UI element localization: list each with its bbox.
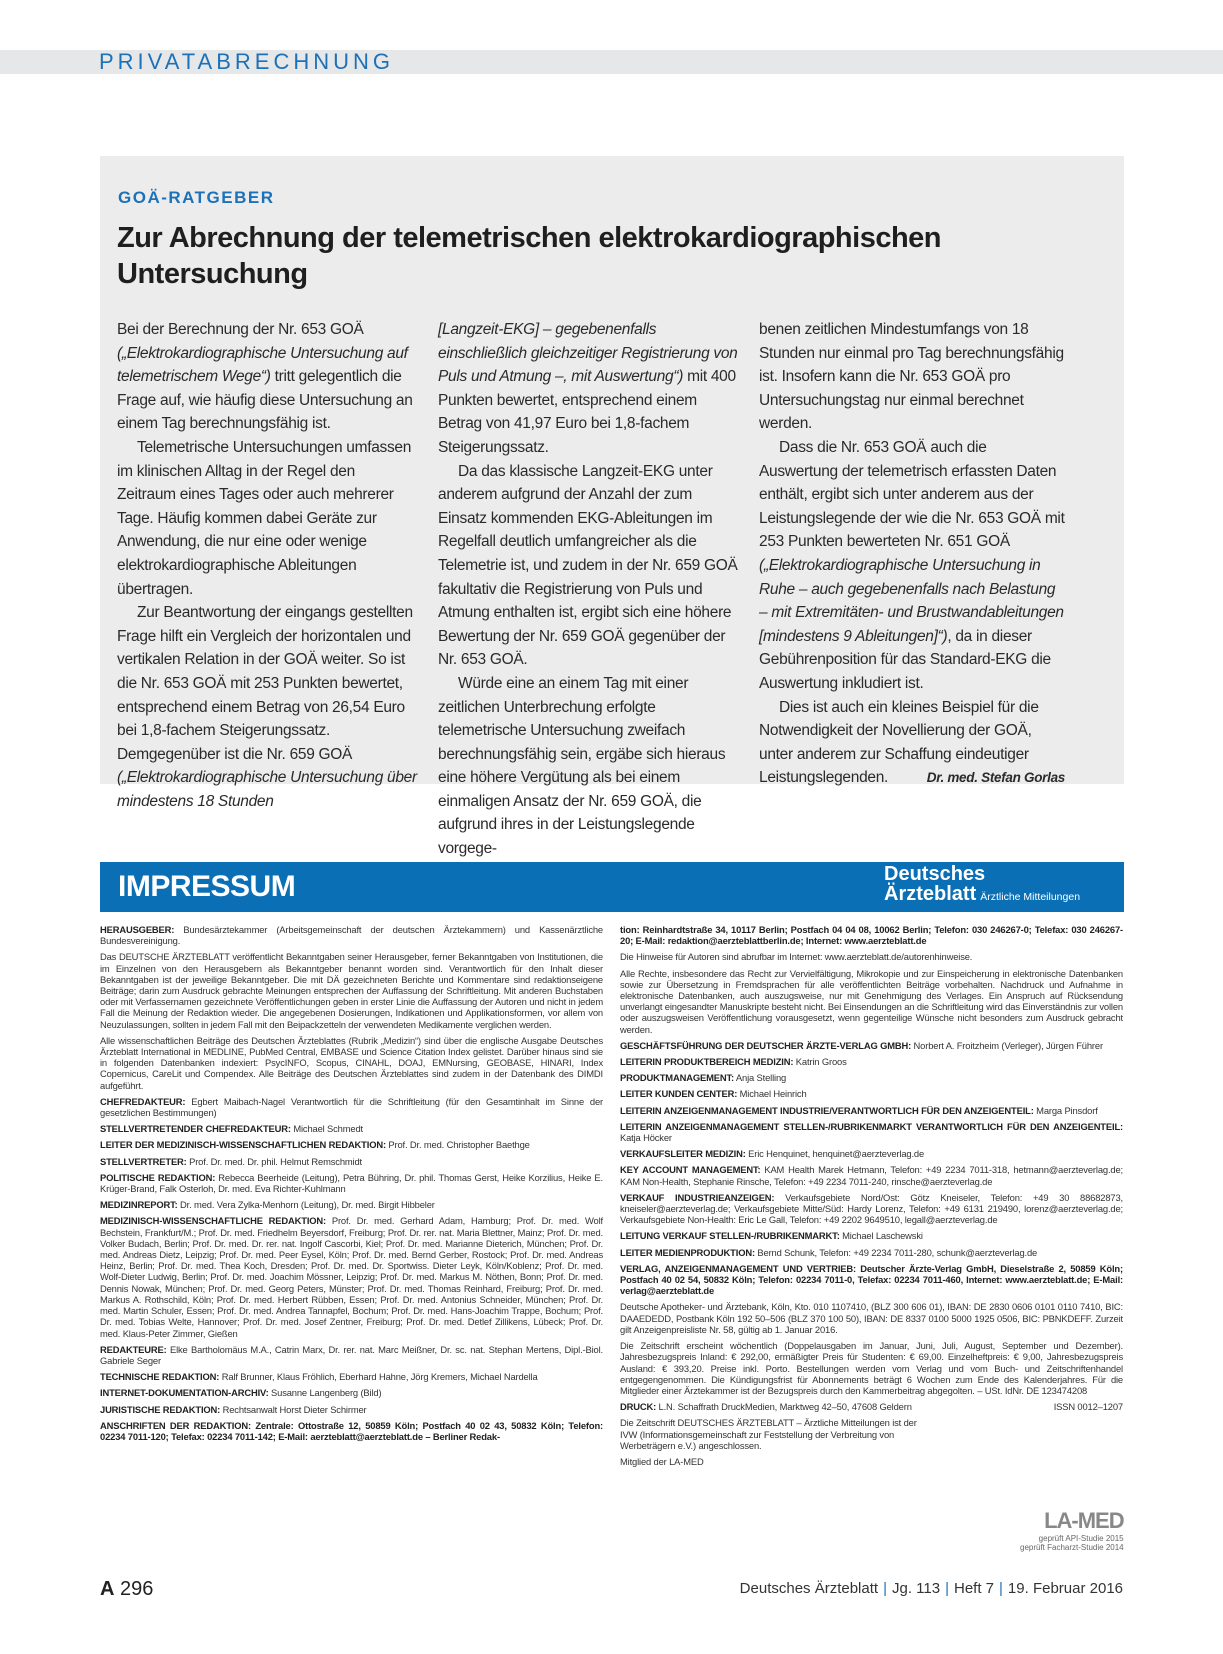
impressum-right-column	[620, 924, 1123, 1472]
impressum-left-column	[100, 924, 603, 1447]
impressum-entry: LEITERIN ANZEIGENMANAGEMENT INDUSTRIE/VERANTWORTLICH FÜR DEN ANZEIGENTEIL: Marga Pinsdorf	[620, 1104, 1098, 1116]
impressum-entry: JURISTISCHE REDAKTION: Rechtsanwalt Horst Dieter Schirmer	[100, 1403, 367, 1415]
impressum-entry: REDAKTEURE: Elke Bartholomäus M.A., Catrin Marx, Dr. rer. nat. Marc Meißner, Dr. sc. nat. Stephan Mertens, Dipl.-Biol. Gabriele Seger	[100, 1343, 603, 1366]
impressum-entry: ANSCHRIFTEN DER REDAKTION: Zentrale: Ottostraße 12, 50859 Köln; Postfach 40 02 43, 50832 Köln; Telefon: 02234 7011-120; Telefax: 02234 7011-142; E-Mail: aerzteblatt@aerzteblatt.de – Berliner Redak-	[100, 1419, 603, 1442]
impressum-entry: Die Zeitschrift erscheint wöchentlich (Doppelausgaben im Januar, Juni, Juli, August, September und Dezember). Jahresbezugspreis Inland: € 292,00, ermäßigter Preis für Studenten: € 69,00. Einzelheftpreis: € 9,00, Jahresbezugspreis Ausland: € 393,20. Preise inkl. Porto. Bestellungen werden vom Verlag und vom Buch- und Zeitschriftenhandel entgegengenommen. Die Kündigungsfrist für Abonnements beträgt 6 Wochen zum Ende des Kalenderjahres. Für die Mitglieder einer Ärztekammer ist der Bezugspreis durch den Kammerbeitrag abgegolten. – USt. IdNr. DE 123474208	[620, 1340, 1123, 1396]
article-paragraph: Dies ist auch ein kleines Beispiel für die Notwendigkeit der Novellierung der GOÄ, unter anderem zur Schaffung eindeutiger Leistungslegenden. Dr. med. Stefan Gorlas	[759, 696, 1065, 790]
impressum-entry: Alle wissenschaftlichen Beiträge des Deutschen Ärzteblattes (Rubrik „Medizin“) sind über die englische Ausgabe Deutsches Ärzteblatt International in MEDLINE, PubMed Central, EMBASE und Science Citation Index gelistet. Darüber hinaus sind sie in folgenden Datenbanken indexiert: PsycINFO, Scopus, CINAHL, DOAJ, EMNursing, GEOBASE, HINARI, Index Copernicus, CareLit und Compendex. Alle Beiträge des Deutschen Ärzteblattes sind zudem in der Datenbank des DIMDI aufgeführt.	[100, 1034, 603, 1091]
article-column-2	[438, 318, 738, 861]
footer-issue: Heft 7	[953, 1580, 995, 1597]
logo-line-2: Ärzteblatt	[884, 883, 977, 905]
lamed-logo-text: LA-MED	[1044, 1508, 1124, 1533]
issn: ISSN 0012–1207	[1053, 1401, 1123, 1413]
lamed-line-2: geprüft Facharzt-Studie 2014	[1020, 1543, 1124, 1552]
lamed-logo	[1020, 1508, 1124, 1552]
ivw-note: Die Zeitschrift DEUTSCHES ÄRZTEBLATT – Ärztliche Mitteilungen ist der IVW (Informationsgemeinschaft zur Feststellung der Verbreitung von Werbeträgern e.V.) angeschlossen.	[620, 1417, 917, 1451]
footer-issue-info: Deutsches Ärzteblatt | Jg. 113 | Heft 7 | 19. Februar 2016	[739, 1580, 1123, 1597]
article-kicker: GOÄ-RATGEBER	[118, 188, 275, 207]
article-column-3	[759, 318, 1065, 790]
section-title: PRIVATABRECHNUNG	[99, 49, 395, 74]
article-paragraph: Bei der Berechnung der Nr. 653 GOÄ („Elektrokardiographische Untersuchung auf telemetrischem Wege“) tritt gelegentlich die Frage auf, wie häufig diese Untersuchung an einem Tag berechnungsfähig ist.	[117, 321, 413, 433]
lamed-line-1: geprüft API-Studie 2015	[1038, 1534, 1124, 1543]
impressum-entry: HERAUSGEBER: Bundesärztekammer (Arbeitsgemeinschaft der deutschen Ärztekammern) und Kassenärztliche Bundesvereinigung.	[100, 924, 603, 947]
article-headline: Zur Abrechnung der telemetrischen elektrokardiographischen Untersuchung	[117, 222, 942, 290]
impressum-entry: MEDIZINISCH-WISSENSCHAFTLICHE REDAKTION: Prof. Dr. med. Gerhard Adam, Hamburg; Prof. Dr. med. Wolf Bechstein, Frankfurt/M.; Prof. Dr. med. Friedhelm Beyersdorf, Freiburg; Prof. Dr. rer. nat. Maria Blettner, Mainz; Prof. Dr. med. Volker Budach, Berlin; Prof. Dr. med. Dr. rer. nat. Ingolf Cascorbi, Kiel; Prof. Dr. med. Marianne Dieterich, München; Prof. Dr. med. Andreas Dietz, Leipzig; Prof. Dr. med. Peer Eysel, Köln; Prof. Dr. med. Bernd Gerber, Rostock; Prof. Dr. med. Andreas Heinz, Berlin; Prof. Dr. med. Thea Koch, Dresden; Prof. Dr. med. Dr. Sportwiss. Dieter Leyk, Köln/Koblenz; Prof. Dr. med. Wolf-Dieter Ludwig, Berlin; Prof. Dr. med. Joachim Mössner, Leipzig; Prof. Dr. med. Markus M. Nöthen, Bonn; Prof. Dr. med. Dennis Nowak, München; Prof. Dr. med. Georg Peters, Münster; Prof. Dr. med. Thomas Reinhard, Freiburg; Prof. Dr. med. Markus A. Rothschild, Köln; Prof. Dr. med. Herbert Rübben, Essen; Prof. Dr. med. Antonius Schneider, München; Prof. Dr. med. Martin Schuler, Essen; Prof. Dr. med. Andrea Tannapfel, Bochum; Prof. Dr. med. Hans-Joachim Trappe, Bochum; Prof. Dr. med. Tobias Welte, Hannover; Prof. Dr. med. Josef Zentner, Freiburg; Prof. Dr. med. Detlef Zillikens, Lübeck; Prof. Dr. med. Klaus-Peter Zimmer, Gießen	[100, 1215, 604, 1339]
impressum-entry: MEDIZINREPORT: Dr. med. Vera Zylka-Menhorn (Leitung), Dr. med. Birgit Hibbeler	[100, 1199, 435, 1211]
impressum-entry: LEITERIN ANZEIGENMANAGEMENT STELLEN-/RUBRIKENMARKT VERANTWORTLICH FÜR DEN ANZEIGENTEIL: Katja Höcker	[620, 1120, 1123, 1144]
impressum-entry: CHEFREDAKTEUR: Egbert Maibach-Nagel Verantwortlich für die Schriftleitung (für den Gesamtinhalt im Sinne der gesetzlichen Bestimmungen)	[100, 1095, 603, 1119]
impressum-entry: Das DEUTSCHE ÄRZTEBLATT veröffentlicht Bekanntgaben seiner Herausgeber, ferner Bekanntgaben von Institutionen, die im Einzelnen von den Herausgebern als Bekanntgeber benannt worden sind. Verantwortlich für den Inhalt dieser Bekanntgaben ist der jeweilige Bekanntgeber. Die mit DÄ gezeichneten Berichte und Kommentare sind redaktionseigene Beiträge; darin zum Ausdruck gebrachte Meinungen entsprechen der Auffassung der Schriftleitung. Mit anderen Buchstaben oder mit Verfassernamen gezeichnete Veröffentlichungen geben in erster Linie die Auffassung der Autoren und nicht in jedem Fall die Meinung der Redaktion wieder. Die angegebenen Dosierungen, Indikationen und Applikationsformen, vor allem von Neuzulassungen, sollten in jedem Fall mit den Beipackzetteln der verwendeten Medikamente verglichen werden.	[100, 951, 603, 1030]
impressum-entry: VERKAUF INDUSTRIEANZEIGEN: Verkaufsgebiete Nord/Ost: Götz Kneiseler, Telefon: +49 30 88682873, kneiseler@aerzteverlag.de; Verkaufsgebiete Mitte/Süd: Hardy Lorenz, Telefon: +49 6131 219490, lorenz@aerzteverlag.de; Verkaufsgebiete Non-Health: Eric Le Gall, Telefon: +49 2202 9649510, legall@aerzteverlag.de	[620, 1191, 1123, 1226]
impressum-entry: PRODUKTMANAGEMENT: Anja Stelling	[620, 1072, 787, 1084]
impressum-entry: Die Hinweise für Autoren sind abrufbar im Internet: www.aerzteblatt.de/autorenhinweise.	[620, 951, 973, 963]
impressum-entry: POLITISCHE REDAKTION: Rebecca Beerheide (Leitung), Petra Bühring, Dr. phil. Thomas Gerst, Heike Korzilius, Heike E. Krüger-Brand, Falk Osterloh, Dr. med. Eva Richter-Kuhlmann	[100, 1171, 603, 1195]
impressum-entry: LEITER DER MEDIZINISCH-WISSENSCHAFTLICHEN REDAKTION: Prof. Dr. med. Christopher Baethge	[100, 1139, 530, 1151]
impressum-entry: LEITERIN PRODUKTBEREICH MEDIZIN: Katrin Groos	[620, 1056, 847, 1068]
impressum-right-items	[620, 924, 1123, 1396]
impressum-entry: Deutsche Apotheker- und Ärztebank, Köln, Kto. 010 1107410, (BLZ 300 606 01), IBAN: DE 2830 0606 0101 0110 7410, BIC: DAAEDEDD, Postbank Köln 192 50–506 (BLZ 370 100 50), IBAN: DE 8337 0100 5000 1925 0506, BIC: PBNKDEFF. Zurzeit gilt Anzeigenpreisliste Nr. 58, gültig ab 1. Januar 2016.	[620, 1301, 1123, 1335]
footer-volume: Jg. 113	[891, 1580, 941, 1597]
impressum-entry: LEITUNG VERKAUF STELLEN-/RUBRIKENMARKT: Michael Laschewski	[620, 1230, 923, 1242]
article-paragraph: Würde eine an einem Tag mit einer zeitlichen Unterbrechung erfolgte telemetrische Untersuchung zweifach berechnungsfähig sein, ergäbe sich hieraus eine höhere Vergütung als bei einem einmaligen Ansatz der Nr. 659 GOÄ, die aufgrund ihres in der Leistungslegende vorgege-	[438, 674, 726, 858]
impressum-entry: tion: Reinhardtstraße 34, 10117 Berlin; Postfach 04 04 08, 10062 Berlin; Telefon: 030 246267-0; Telefax: 030 246267-20; E-Mail: redaktion@aerzteblattberlin.de; Internet: www.aerzteblatt.de	[620, 924, 1123, 947]
impressum-entry: VERLAG, ANZEIGENMANAGEMENT UND VERTRIEB: Deutscher Ärzte-Verlag GmbH, Dieselstraße 2, 50859 Köln; Postfach 40 02 54, 50832 Köln; Telefon: 02234 7011-0, Telefax: 02234 7011-460, Internet: www.aerzteblatt.de; E-Mail: verlag@aerzteblatt.de	[620, 1262, 1123, 1297]
article-paragraph: Dass die Nr. 653 GOÄ auch die Auswertung der telemetrisch erfassten Daten enthält, ergibt sich unter anderem aus der Leistungslegende der wie die Nr. 653 GOÄ mit 253 Punkten bewerteten Nr. 651 GOÄ („Elektrokardiographische Untersuchung in Ruhe – auch gegebenenfalls nach Belastung – mit Extremitäten- und Brustwandableitungen [mindestens 9 Ableitungen]“), da in dieser Gebührenposition für das Standard-EKG die Auswertung inkludiert ist.	[759, 438, 1065, 692]
impressum-entry: INTERNET-DOKUMENTATION-ARCHIV: Susanne Langenberg (Bild)	[100, 1387, 382, 1399]
impressum-entry: VERKAUFSLEITER MEDIZIN: Eric Henquinet, henquinet@aerzteverlag.de	[620, 1148, 925, 1160]
article-author: Dr. med. Stefan Gorlas	[926, 770, 1065, 786]
footer-journal: Deutsches Ärzteblatt	[739, 1580, 879, 1597]
article-paragraph: Zur Beantwortung der eingangs gestellten Frage hilft ein Vergleich der horizontalen und vertikalen Relation in der GOÄ weiter. So ist die Nr. 653 GOÄ mit 253 Punkten bewertet, entsprechend einem Betrag von 26,54 Euro bei 1,8-fachem Steigerungssatz. Demgegenüber ist die Nr. 659 GOÄ („Elektrokardiographische Untersuchung über mindestens 18 Stunden	[117, 604, 417, 810]
impressum-entry: Alle Rechte, insbesondere das Recht zur Vervielfältigung, Mikrokopie und zur Einspeicherung in elektronische Datenbanken sowie zur Übersetzung in Fremdsprachen für alle veröffentlichten Beiträge vorbehalten. Nachdruck und Aufnahme in elektronische Datenbanken, auch auszugsweise, nur mit Genehmigung des Verlages. Ein Anspruch auf Rücksendung unverlangt eingesandter Manuskripte besteht nicht. Bei Einsendungen an die Schriftleitung wird das Einverständnis zur vollen oder auszugsweisen Veröffentlichung vorausgesetzt, wenn gegenteilige Wünsche nicht besonders zum Ausdruck gebracht werden.	[620, 967, 1123, 1035]
article-paragraph: Da das klassische Langzeit-EKG unter anderem aufgrund der Anzahl der zum Einsatz kommenden EKG-Ableitungen im Regelfall deutlich umfangreicher als die Telemetrie ist, und zudem in der Nr. 659 GOÄ fakultativ die Registrierung von Puls und Atmung enthalten ist, ergibt sich eine höhere Bewertung der Nr. 659 GOÄ gegenüber der Nr. 653 GOÄ.	[438, 462, 738, 669]
impressum-entry: STELLVERTRETER: Prof. Dr. med. Dr. phil. Helmut Remschmidt	[100, 1155, 363, 1167]
article-paragraph: Telemetrische Untersuchungen umfassen im klinischen Alltag in der Regel den Zeitraum eines Tages oder auch mehrerer Tage. Häufig kommen dabei Geräte zur Anwendung, die nur eine oder wenige elektrokardiographische Ableitungen übertragen.	[117, 438, 412, 598]
journal-logo	[884, 864, 1080, 905]
article-column-1	[117, 318, 417, 813]
impressum-entry: LEITER MEDIENPRODUKTION: Bernd Schunk, Telefon: +49 2234 7011-280, schunk@aerzteverlag.de	[620, 1246, 1038, 1258]
article-paragraph: benen zeitlichen Mindestumfangs von 18 Stunden nur einmal pro Tag berechnungsfähig ist. Insofern kann die Nr. 653 GOÄ pro Untersuchungstag nur einmal berechnet werden.	[759, 321, 1064, 433]
footer-date: 19. Februar 2016	[1007, 1580, 1123, 1597]
impressum-title: IMPRESSUM	[118, 870, 296, 903]
impressum-entry: TECHNISCHE REDAKTION: Ralf Brunner, Klaus Fröhlich, Eberhard Hahne, Jörg Kremers, Michael Nardella	[100, 1371, 538, 1383]
page-number: A 296	[100, 1578, 154, 1600]
impressum-entry: LEITER KUNDEN CENTER: Michael Heinrich	[620, 1088, 807, 1100]
impressum-druck: DRUCK: L.N. Schaffrath DruckMedien, Marktweg 42–50, 47608 Geldern ISSN 0012–1207	[620, 1401, 1123, 1413]
logo-subtitle: Ärztliche Mitteilungen	[980, 891, 1081, 903]
impressum-entry: KEY ACCOUNT MANAGEMENT: KAM Health Marek Hetmann, Telefon: +49 2234 7011-318, hetmann@aerzteverlag.de; KAM Non-Health, Stephanie Rinsche, Telefon: +49 2234 7011-240, rinsche@aerzteverlag.de	[620, 1164, 1123, 1187]
impressum-entry: STELLVERTRETENDER CHEFREDAKTEUR: Michael Schmedt	[100, 1123, 363, 1135]
lamed-member: Mitglied der LA-MED	[620, 1455, 704, 1467]
logo-line-1: Deutsches	[884, 863, 986, 885]
impressum-entry: GESCHÄFTSFÜHRUNG DER DEUTSCHER ÄRZTE-VERLAG GMBH: Norbert A. Froitzheim (Verleger), Jürgen Führer	[620, 1039, 1103, 1051]
article-paragraph: [Langzeit-EKG] – gegebenenfalls einschließlich gleichzeitiger Registrierung von Puls und Atmung –, mit Auswertung“) mit 400 Punkten bewertet, entsprechend einem Betrag von 41,97 Euro bei 1,8-fachem Steigerungssatz.	[438, 321, 738, 456]
